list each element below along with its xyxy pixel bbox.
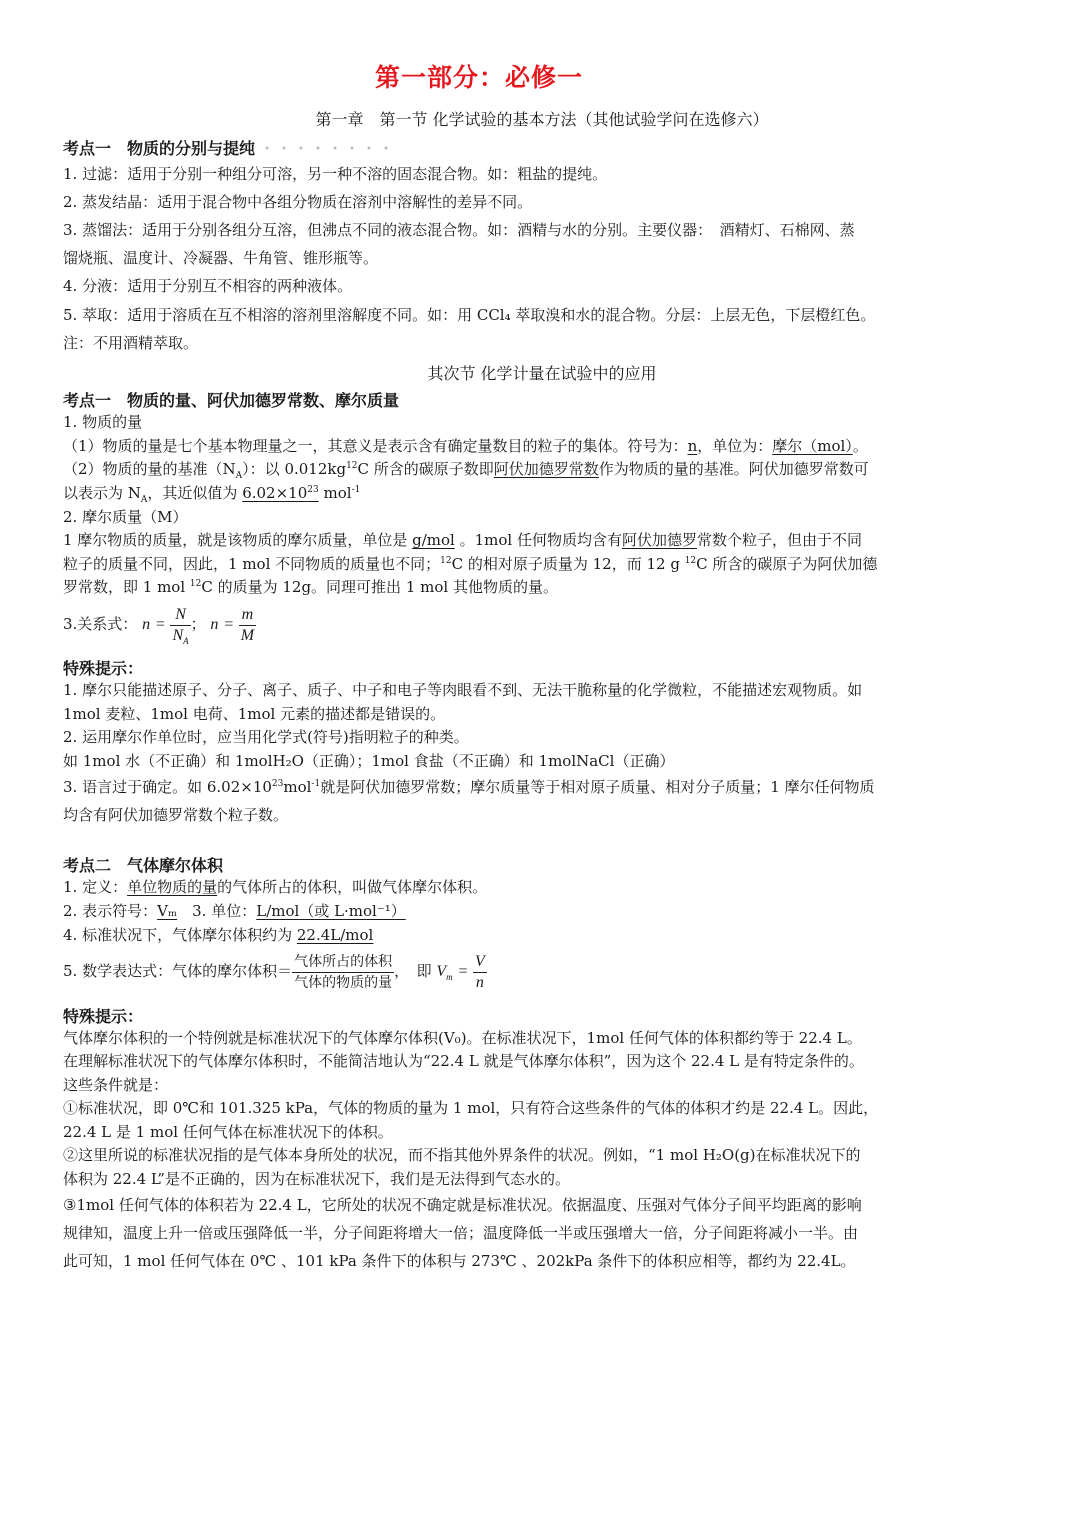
gas-tip-line: 22.4 L 是 1 mol 任何气体在标准状况下的体积。	[63, 1123, 393, 1141]
kaodian-1b-title: 考点一 物质的量、阿伏加德罗常数、摩尔质量	[63, 391, 400, 410]
unit-mol: 摩尔（mol）	[772, 437, 853, 455]
tip-line: 1mol 麦粒、1mol 电荷、1mol 元素的描述都是错误的。	[63, 705, 446, 723]
molar-mass-line-3: 罗常数，即 1 mol $^{12}$C 的质量为 12g。同理可推出 1 mol 其他物质的量。	[63, 578, 558, 596]
tip-line: 3. 语言过于确定。如 $6.02\times 10^{23}mol^{-1}$就是阿伏加德罗常数；摩尔质量等于相对原子质量、相对分子质量；1 摩尔任何物质	[63, 778, 875, 796]
avogadro-value: $6.02\times 10^{23}$	[242, 484, 319, 502]
item-evaporation: 2. 蒸发结晶：适用于混合物中各组分物质在溶剂中溶解性的差异不同。	[63, 193, 533, 211]
fraction-v-over-n: $\frac{V}{n}$	[475, 952, 485, 991]
item-filter: 1. 过滤：适用于分别一种组分可溶，另一种不溶的固态混合物。如：粗盐的提纯。	[63, 165, 608, 183]
gas-tip-line: 此可知，1 mol 任何气体在 0℃ 、101 kPa 条件下的体积与 273℃ 、202kPa 条件下的体积应相等，都约为 22.4L。	[63, 1252, 856, 1270]
section-2-heading: 其次节 化学计量在试验中的应用	[427, 364, 657, 383]
page-title: 第一部分：必修一	[374, 63, 583, 92]
gas-tip-line: 体积为 22.4 L”是不正确的，因为在标准状况下，我们是无法得到气态水的。	[63, 1170, 570, 1188]
symbol-n: n	[687, 437, 698, 455]
gas-tip-line: 规律知，温度上升一倍或压强降低一半，分子间距将增大一倍；温度降低一半或压强增大一倍，分子间距将减小一半。由	[63, 1224, 859, 1242]
gas-standard: 4. 标准状况下，气体摩尔体积约为 22.4L/mol	[63, 926, 374, 944]
gas-definition: 1. 定义：单位物质的量的气体所占的体积，叫做气体摩尔体积。	[63, 878, 488, 896]
tip-line: 2. 运用摩尔作单位时，应当用化学式(符号)指明粒子的种类。	[63, 728, 469, 746]
molar-mass-subheading: 2. 摩尔质量（M）	[63, 508, 188, 526]
kaodian-2-title: 考点二 气体摩尔体积	[63, 856, 224, 875]
unit-g-mol: g/mol	[412, 531, 455, 549]
item-note: 注：不用酒精萃取。	[63, 334, 199, 352]
gas-tip-line: ③1mol 任何气体的体积若为 22.4 L，它所处的状况不确定就是标准状况。依据温度、压强对气体分子间平均距离的影响	[63, 1196, 862, 1214]
item-extraction: 5. 萃取：适用于溶质在互不相溶的溶剂里溶解度不同。如：用 CCl₄ 萃取溴和水的混合物。分层：上层无色，下层橙红色。	[63, 306, 876, 324]
avogadro-term: 阿伏加德罗常数	[493, 460, 599, 478]
gas-tip-line: 气体摩尔体积的一个特例就是标准状况下的气体摩尔体积(V₀)。在标准状况下，1mol 任何气体的体积都约等于 22.4 L。	[63, 1029, 862, 1047]
gas-tip-line: ②这里所说的标准状况指的是气体本身所处的状况，而不指其他外界条件的状况。例如，“1 mol H₂O(g)在标准状况下的	[63, 1146, 861, 1164]
relation-formula: 3.关系式： n = $\frac{N}{N_A}$ ； n = $\frac{m}{M}$	[63, 605, 255, 646]
gas-tip-line: 这些条件就是：	[63, 1076, 169, 1094]
mole-line-3: 以表示为 $N_A$，其近似值为 $6.02\times 10^{23}$ mol$^{-1}$	[63, 484, 361, 505]
mole-line-1: （1）物质的量是七个基本物理量之一，其意义是表示含有确定量数目的粒子的集体。符号为：n，单位为：摩尔（mol）。	[63, 437, 868, 455]
tip-heading-2: 特殊提示：	[63, 1007, 144, 1026]
fraction-n-over-na: $\frac{N}{N_A}$	[172, 605, 189, 646]
tip-heading-1: 特殊提示：	[63, 659, 144, 678]
chapter-heading: 第一章 第一节 化学试验的基本方法（其他试验学问在选修六）	[315, 110, 769, 129]
mole-line-2: （2）物质的量的基准$(N_A)$：以 $0.012kg^{12}C$ 所含的碳原子数即阿伏加德罗常数作为物质的量的基准。阿伏加德罗常数可	[63, 460, 869, 481]
tip-line: 1. 摩尔只能描述原子、分子、离子、质子、中子和电子等肉眼看不到、无法干脆称量的化学微粒，不能描述宏观物质。如	[63, 681, 863, 699]
gas-symbol-unit: 2. 表示符号：Vₘ 3. 单位：L/mol（或 L·mol⁻¹）	[63, 902, 406, 920]
gas-fraction-text: $\frac{\text{气体所占的体积}}{\text{气体的物质的量}}$	[294, 953, 393, 991]
tip-line: 均含有阿伏加德罗常数个粒子数。	[63, 806, 289, 824]
gas-formula: 5. 数学表达式：气体的摩尔体积＝ $\frac{\text{气体所占的体积}}{\text{气体的物质的量}}$ ， 即 $V_m$ = $\frac{V}{n}$	[63, 952, 485, 991]
item-separation: 4. 分液：适用于分别互不相容的两种液体。	[63, 277, 353, 295]
molar-mass-line-1: 1 摩尔物质的质量，就是该物质的摩尔质量，单位是 g/mol 。1mol 任何物质均含有阿伏加德罗常数个粒子，但由于不同	[63, 531, 862, 549]
item-distillation: 3. 蒸馏法：适用于分别各组分互溶，但沸点不同的液态混合物。如：酒精与水的分别。主要仪器： 酒精灯、石棉网、蒸	[63, 221, 855, 239]
tip-line: 如 1mol 水（不正确）和 1molH₂O（正确）；1mol 食盐（不正确）和 1molNaCl（正确）	[63, 752, 675, 770]
gas-tip-line: 在理解标准状况下的气体摩尔体积时，不能简洁地认为“22.4 L 就是气体摩尔体积”，因为这个 22.4 L 是有特定条件的。	[63, 1052, 864, 1070]
item-distillation-cont: 馏烧瓶、温度计、冷凝器、牛角管、锥形瓶等。	[63, 249, 379, 267]
mole-subheading: 1. 物质的量	[63, 413, 143, 431]
kaodian-1-title: 考点一 物质的分别与提纯	[63, 139, 256, 158]
kaodian-1-heading	[63, 136, 395, 159]
molar-mass-line-2: 粒子的质量不同，因此，1 mol 不同物质的质量也不同；$^{12}$C 的相对原子质量为 12，而 12 g $^{12}$C 所含的碳原子为阿伏加德	[63, 555, 878, 573]
gas-tip-line: ①标准状况，即 0℃和 101.325 kPa，气体的物质的量为 1 mol，只有符合这些条件的气体的体积才约是 22.4 L。因此，	[63, 1099, 879, 1117]
fraction-m-over-m: $\frac{m}{M}$	[240, 605, 255, 644]
dots-decoration: ・・・・・・・・	[259, 139, 396, 158]
